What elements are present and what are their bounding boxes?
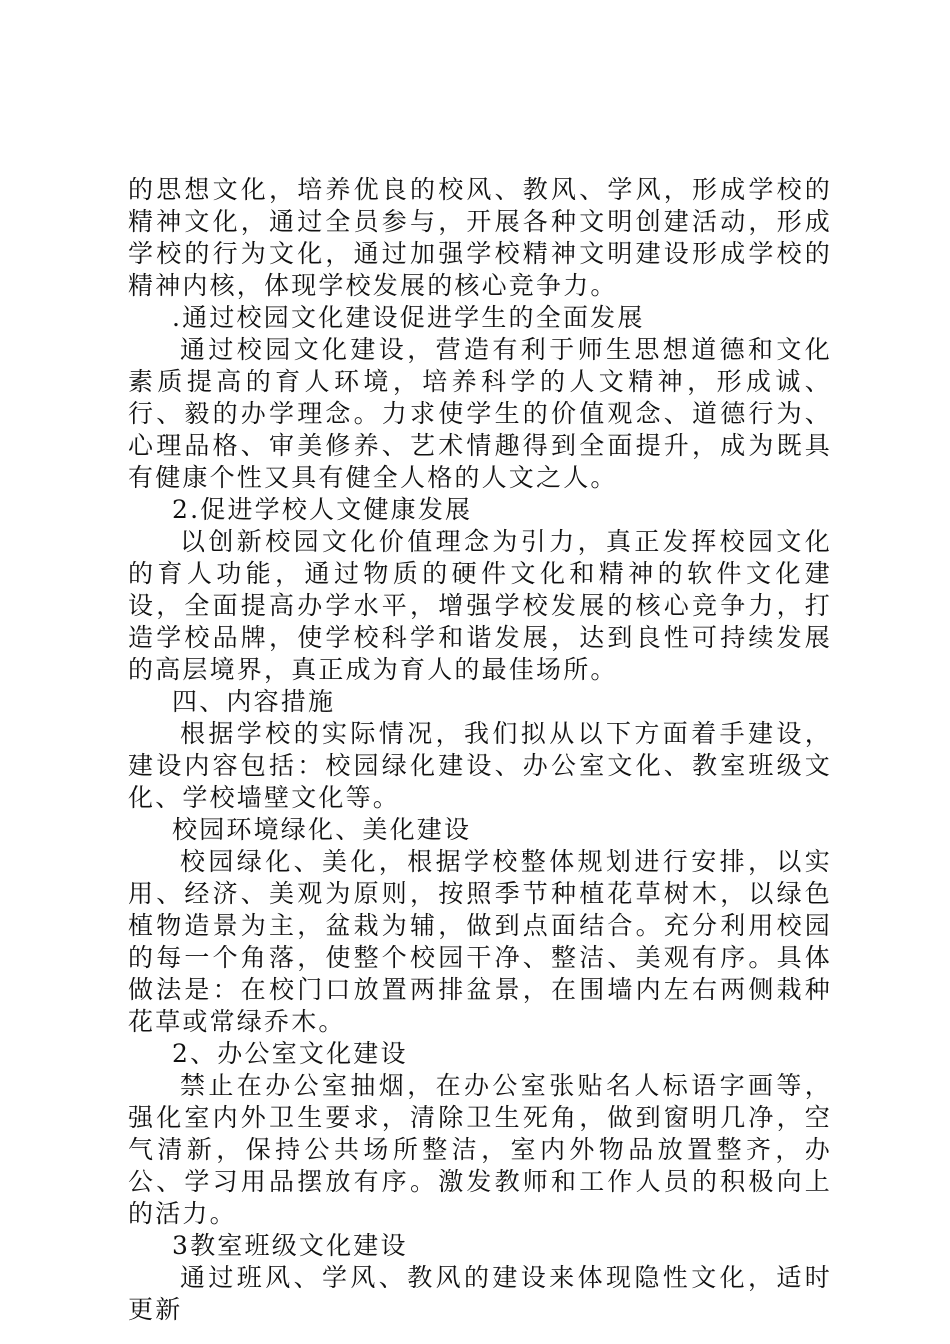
section-heading-classroom-culture: 3教室班级文化建设	[172, 1231, 408, 1260]
section-heading-content-measures: 四、内容措施	[172, 687, 336, 716]
paragraph-student-development: 通过校园文化建设，营造有利于师生思想道德和文化素质提高的育人环境，培养科学的人文精神，形成诚、行、毅的办学理念。力求使学生的价值观念、道德行为、心理品格、审美修养、艺术情趣得到全面提升，成为既具有健康个性又具有健全人格的人文之人。	[128, 335, 832, 492]
section-heading-student-development: .通过校园文化建设促进学生的全面发展	[172, 303, 645, 332]
paragraph-school-development: 以创新校园文化价值理念为引力，真正发挥校园文化的育人功能，通过物质的硬件文化和精神的软件文化建设，全面提高办学水平，增强学校发展的核心竞争力，打造学校品牌，使学校科学和谐发展，达到良性可持续发展的高层境界，真正成为育人的最佳场所。	[128, 527, 832, 684]
paragraph-classroom-culture: 通过班风、学风、教风的建设来体现隐性文化，适时更新	[128, 1263, 832, 1324]
paragraph-office-culture: 禁止在办公室抽烟，在办公室张贴名人标语字画等，强化室内外卫生要求，清除卫生死角，做到窗明几净，空气清新，保持公共场所整洁，室内外物品放置整齐，办公、学习用品摆放有序。激发教师和工作人员的积极向上的活力。	[128, 1071, 832, 1228]
paragraph-greening: 校园绿化、美化，根据学校整体规划进行安排，以实用、经济、美观为原则，按照季节种植花草树木，以绿色植物造景为主，盆栽为辅，做到点面结合。充分利用校园的每一个角落，使整个校园干净、整洁、美观有序。具体做法是：在校门口放置两排盆景，在围墙内左右两侧栽种花草或常绿乔木。	[128, 847, 832, 1036]
paragraph-intro: 的思想文化，培养优良的校风、教风、学风，形成学校的精神文化，通过全员参与，开展各种文明创建活动，形成学校的行为文化，通过加强学校精神文明建设形成学校的精神内核，体现学校发展的核心竞争力。	[128, 175, 832, 300]
section-heading-greening: 校园环境绿化、美化建设	[172, 815, 472, 844]
section-heading-office-culture: 2、办公室文化建设	[172, 1039, 408, 1068]
paragraph-content-measures: 根据学校的实际情况，我们拟从以下方面着手建设，建设内容包括：校园绿化建设、办公室文化、教室班级文化、学校墙壁文化等。	[128, 719, 832, 812]
section-heading-school-development: 2.促进学校人文健康发展	[172, 495, 473, 524]
document-body	[128, 174, 832, 1326]
